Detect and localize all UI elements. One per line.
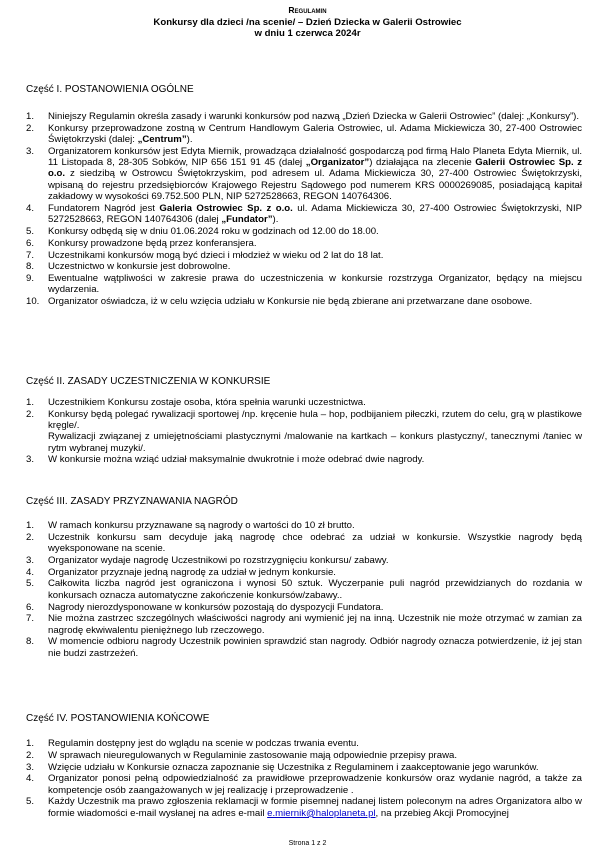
- item-text-block: [48, 773, 582, 796]
- item-text-continued: , na przebieg Akcji Promocyjnej: [375, 807, 509, 819]
- item-text-block: [48, 567, 582, 578]
- list-item: [26, 567, 582, 578]
- item-number: 7.: [26, 249, 35, 261]
- item-text: Fundatorem Nagród jest Galeria Ostrowiec Sp. z o.o. ul. Adama Mickiewicza 30, 27-400 Ostrowiec Świętokrzyski, NIP 5272528663, REGON 140764306 (dalej „Fundator”).: [48, 202, 583, 226]
- item-text: Konkursy przeprowadzone zostną w Centrum Handlowym Galeria Ostrowiec, ul. Adama Mickiewicza 30, 27-400 Ostrowiec Świętokrzyski (dalej: „Centrum”).: [48, 122, 582, 146]
- document-title: Konkursy dla dzieci /na scenie/ – Dzień Dziecka w Galerii Ostrowiec: [153, 16, 462, 28]
- item-text: Każdy Uczestnik ma prawo zgłoszenia reklamacji w formie pisemnej nadanej listem poleconym na adres Organizatora albo w formie wiadomości e-mail wysłanej na adres e-mail: [48, 796, 582, 819]
- item-text: Uczestnictwo w konkursie jest dobrowolne.: [48, 261, 231, 273]
- item-number: 3.: [26, 554, 35, 566]
- list-item: [26, 520, 582, 531]
- item-number: 2.: [26, 408, 35, 420]
- list-item: [26, 226, 582, 237]
- item-text: Całkowita liczba nagród jest ograniczona i wynosi 50 sztuk. Wyczerpanie puli nagród przewidzianych do rozdania w konkursach oznacza automatyczne zakończenie konkursów/zabawy..: [48, 578, 582, 601]
- item-number: 4.: [26, 773, 35, 785]
- section-1-list: [26, 111, 582, 308]
- item-text-block: [48, 397, 582, 408]
- item-text-block: [48, 555, 582, 566]
- item-text-block: [48, 613, 582, 636]
- item-text-block: [48, 578, 582, 601]
- item-number: 8.: [26, 636, 35, 648]
- item-number: 6.: [26, 601, 35, 613]
- item-number: 2.: [26, 531, 35, 543]
- item-number: 1.: [26, 397, 35, 408]
- section-title-4: Część IV. POSTANOWIENIA KOŃCOWE: [26, 713, 210, 724]
- document-header: [0, 5, 615, 40]
- list-item: [26, 111, 582, 122]
- document-date: w dniu 1 czerwca 2024r: [254, 28, 361, 39]
- section-title-3: Część III. ZASADY PRZYZNAWANIA NAGRÓD: [26, 496, 238, 507]
- list-item: [26, 750, 582, 761]
- item-text-block: [48, 261, 582, 272]
- item-text: Konkursy prowadzone będą przez konferansjera.: [48, 237, 257, 249]
- item-text-block: [48, 226, 582, 237]
- item-number: 4.: [26, 566, 35, 578]
- item-text-block: [48, 123, 582, 146]
- item-text: Organizatorem konkursów jest Edyta Miernik, prowadząca działalność gospodarczą pod firmą Halo Planeta Edyta Miernik, ul. 11 Listopada 8, 28-305 Sobków, NIP 656 151 91 45 (dalej „Organizator”) działająca na zlecenie Galerii Ostrowiec Sp. z o.o. z siedzibą w Ostrowcu Świętokrzyskim, pod adresem ul. Adama Mickiewicza 30, 27-400 Ostrowiec Świętokrzyski, wpisaną do rejestru przedsiębiorców Krajowego Rejestru Sądowego pod numerem KRS 0000269085, posiadającą kapitał zakładowy w wysokości 69.752.500 PLN, NIP 5272528663, REGON 140764306.: [48, 145, 583, 203]
- item-text: W momencie odbioru nagrody Uczestnik powinien sprawdzić stan nagrody. Odbiór nagrody oznacza potwierdzenie, iż jej stan nie budzi zastrzeżeń.: [48, 636, 582, 659]
- item-text: Uczestnikami konkursów mogą być dzieci i młodzież w wieku od 2 lat do 18 lat.: [48, 249, 384, 261]
- list-item: [26, 397, 582, 408]
- item-text-block: [48, 250, 582, 261]
- item-number: 5.: [26, 796, 35, 808]
- item-number: 2.: [26, 122, 35, 134]
- item-text: W ramach konkursu przyznawane są nagrody o wartości do 10 zł brutto.: [48, 520, 355, 531]
- page-number: Strona 1 z 2: [288, 840, 327, 847]
- item-text-block: [48, 520, 582, 531]
- item-text-block: [48, 762, 582, 773]
- item-number: 1.: [26, 520, 35, 531]
- item-number: 9.: [26, 273, 35, 285]
- list-item: [26, 250, 582, 261]
- item-text-paragraph: Rywalizacji związanej z umiejętnościami plastycznymi /malowanie na kartkach – konkurs plastyczny/, tanecznymi /taniec w rytm wybranej muzyki/.: [48, 431, 582, 454]
- list-item: [26, 773, 582, 796]
- email-link[interactable]: e.miernik@haloplaneta.pl: [267, 807, 376, 819]
- item-text-block: [48, 146, 582, 202]
- item-text: W konkursie można wziąć udział maksymalnie dwukrotnie i może odebrać dwie nagrody.: [48, 454, 425, 466]
- section-2-list: [26, 397, 582, 466]
- list-item: [26, 146, 582, 202]
- item-text: Uczestnikiem Konkursu zostaje osoba, która spełnia warunki uczestnictwa.: [48, 397, 366, 408]
- item-number: 1.: [26, 738, 35, 749]
- list-item: [26, 261, 582, 272]
- header-label: Regulamin: [288, 5, 327, 15]
- item-number: 8.: [26, 261, 35, 273]
- list-item: [26, 738, 582, 749]
- item-text-block: [48, 602, 582, 613]
- item-text-block: [48, 532, 582, 555]
- list-item: [26, 613, 582, 636]
- item-number: 5.: [26, 225, 35, 237]
- list-item: [26, 796, 582, 819]
- list-item: [26, 762, 582, 773]
- item-text: Nagrody nierozdysponowane w konkursów pozostają do dyspozycji Fundatora.: [48, 601, 384, 613]
- list-item: [26, 555, 582, 566]
- list-item: [26, 409, 582, 454]
- list-item: [26, 636, 582, 659]
- item-text-block: [48, 238, 582, 249]
- list-item: [26, 578, 582, 601]
- item-text-block: [48, 738, 582, 749]
- item-text: Regulamin dostępny jest do wglądu na scenie w podczas trwania eventu.: [48, 738, 359, 749]
- list-item: [26, 203, 582, 226]
- item-text: Wzięcie udziału w Konkursie oznacza zapoznanie się Uczestnika z Regulaminem i zaakceptowanie jego warunków.: [48, 761, 539, 773]
- item-number: 3.: [26, 145, 35, 157]
- list-item: [26, 602, 582, 613]
- item-text: Uczestnik konkursu sam decyduje jaką nagrodę chce odebrać za udział w konkursie. Wszystkie nagrody będą wyeksponowane na scenie.: [48, 531, 582, 555]
- section-title-1: Część I. POSTANOWIENIA OGÓLNE: [26, 84, 194, 95]
- item-text: Niniejszy Regulamin określa zasady i warunki konkursów pod nazwą „Dzień Dziecka w Galerii Ostrowiec” (dalej: „Konkursy”).: [48, 111, 580, 122]
- section-3-list: [26, 520, 582, 660]
- item-number: 3.: [26, 761, 35, 773]
- item-number: 10.: [26, 296, 40, 308]
- section-4-list: [26, 738, 582, 820]
- list-item: [26, 273, 582, 296]
- item-text: Organizator przyznaje jedną nagrodę za udział w jednym konkursie.: [48, 566, 336, 578]
- item-number: 7.: [26, 613, 35, 625]
- item-text: Organizator wydaje nagrodę Uczestnikowi po rozstrzygnięciu konkursu/ zabawy.: [48, 554, 389, 566]
- item-number: 5.: [26, 578, 35, 590]
- item-text: Nie można zastrzec szczególnych właściwości nagrody ani wymienić jej na inną. Uczestnik nie może otrzymać w zamian za nagrodę ekwiwalentu pieniężnego lub rzeczowego.: [48, 613, 582, 636]
- item-text-block: [48, 636, 582, 659]
- item-text: Konkursy będą polegać rywalizacji sportowej /np. kręcenie hula – hop, podbijaniem piłeczki, rzutem do celu, grą w plastikowe kręgle/.: [48, 408, 582, 432]
- item-text-block: [48, 203, 582, 226]
- list-item: [26, 123, 582, 146]
- item-number: 1.: [26, 111, 35, 122]
- item-number: 4.: [26, 202, 35, 214]
- item-number: 3.: [26, 454, 35, 466]
- list-item: [26, 238, 582, 249]
- item-number: 6.: [26, 237, 35, 249]
- item-text-block: [48, 454, 582, 465]
- section-title-2: Część II. ZASADY UCZESTNICZENIA W KONKURSIE: [26, 376, 271, 387]
- item-text-block: [48, 111, 582, 122]
- list-item: [26, 454, 582, 465]
- list-item: [26, 532, 582, 555]
- item-text-block: [48, 296, 582, 307]
- item-text: Konkursy odbędą się w dniu 01.06.2024 roku w godzinach od 12.00 do 18.00.: [48, 225, 379, 237]
- item-text: Organizator oświadcza, iż w celu wzięcia udziału w Konkursie nie będą zbierane ani przetwarzane dane osobowe.: [48, 296, 533, 308]
- item-text: Ewentualne wątpliwości w zakresie prawa do uczestniczenia w konkursie rozstrzyga Organizator, będący na miejscu wydarzenia.: [48, 273, 582, 296]
- item-text-block: [48, 750, 582, 761]
- item-text: W sprawach nieuregulowanych w Regulaminie zastosowanie mają odpowiednie przepisy prawa.: [48, 749, 458, 761]
- item-text: Organizator ponosi pełną odpowiedzialność za prawidłowe przeprowadzenie konkursów oraz wydanie nagród, a także za kompetencje osób zaangażowanych w jej realizację i przeprowadzenie .: [48, 773, 582, 796]
- list-item: [26, 296, 582, 307]
- item-text-block: [48, 409, 582, 432]
- item-text-block: [48, 273, 582, 296]
- item-text-block: [48, 796, 582, 819]
- item-number: 2.: [26, 749, 35, 761]
